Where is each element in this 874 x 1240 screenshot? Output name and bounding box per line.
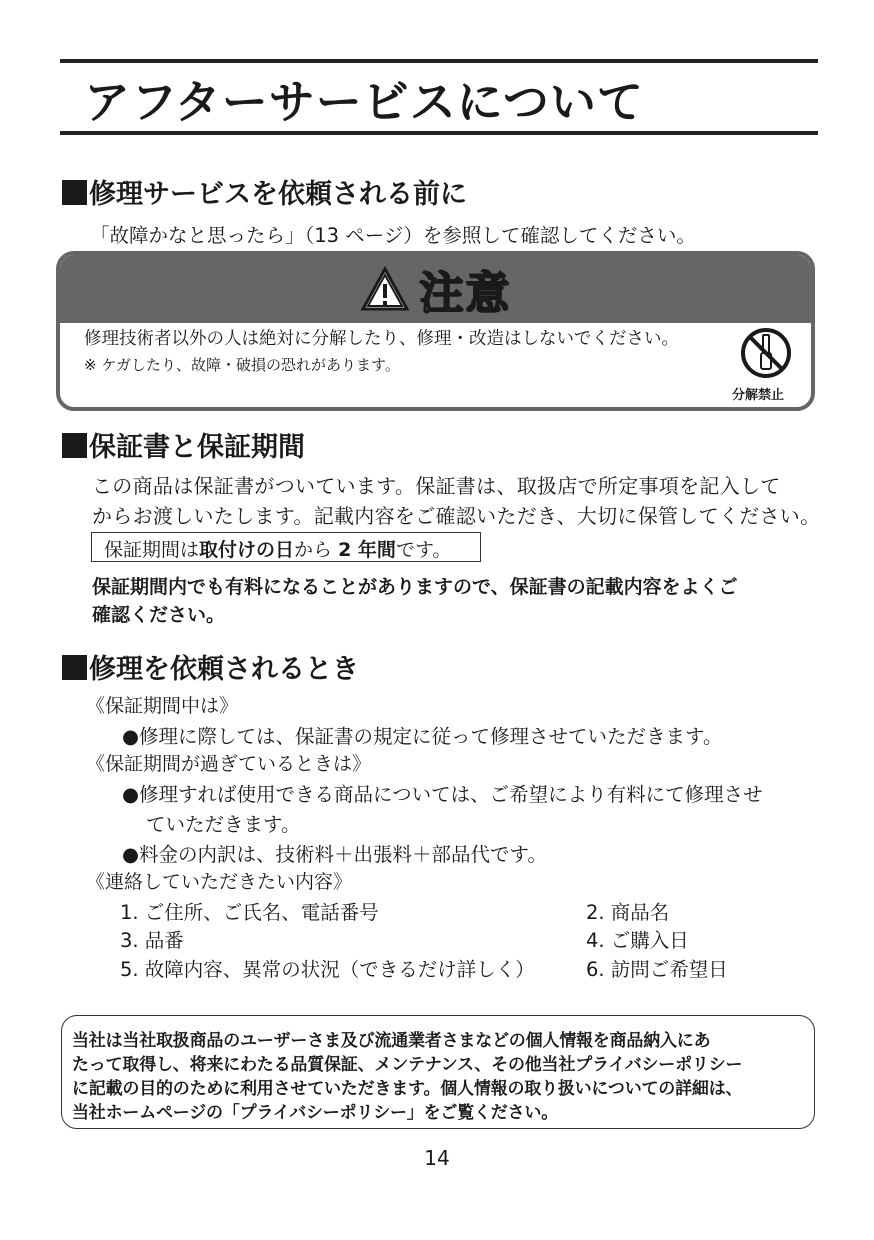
page-title: アフターサービスについて [84,75,644,129]
contact-item: 2. 商品名 [586,901,670,924]
period-suffix: です。 [395,539,452,561]
square-bullet-icon [62,180,87,205]
no-disassembly-icon [739,326,793,380]
square-bullet-icon [62,433,87,458]
warranty-note-line-2: 確認ください。 [92,604,226,626]
contact-label: 《連絡していただきたい内容》 [86,871,353,893]
before-request-text: 「故障かなと思ったら」（13 ページ）を参照して確認してください。 [90,224,696,247]
after-warranty-bullet-1-cont: ていただきます。 [146,813,301,836]
in-warranty-label: 《保証期間中は》 [86,695,239,717]
privacy-line-2: たって取得し、将来にわたる品質保証、メンテナンス、その他当社プライバシーポリシー [72,1055,743,1075]
contact-item: 5. 故障内容、異常の状況（できるだけ詳しく） [120,958,535,981]
warning-triangle-icon [360,266,410,312]
caution-line-1: 修理技術者以外の人は絶対に分解したり、修理・改造はしないでください。 [84,329,679,349]
contact-item: 4. ご購入日 [586,929,689,952]
period-length: 2 年間 [338,539,396,561]
contact-item: 1. ご住所、ご氏名、電話番号 [120,901,379,924]
caution-title: 注意 [419,268,512,319]
section-heading-warranty [62,425,305,464]
page-number: 14 [424,1146,450,1170]
warranty-text-line-1: この商品は保証書がついています。保証書は、取扱店で所定事項を記入して [92,474,781,498]
contact-item: 6. 訪問ご希望日 [586,958,728,981]
title-top-rule [60,59,818,63]
after-warranty-bullet-2: ●料金の内訳は、技術料＋出張料＋部品代です。 [122,843,547,866]
heading-text: 修理サービスを依頼される前に [89,179,467,210]
privacy-line-3: に記載の目的のために利用させていただきます。個人情報の取り扱いについての詳細は、 [72,1079,743,1099]
warranty-note-line-1: 保証期間内でも有料になることがありますので、保証書の記載内容をよくご [92,576,738,598]
after-warranty-label: 《保証期間が過ぎているときは》 [86,753,372,775]
caution-line-2: ※ ケガしたり、故障・破損の恐れがあります。 [84,356,400,374]
in-warranty-bullet: ●修理に際しては、保証書の規定に従って修理させていただきます。 [122,725,723,748]
warranty-period-box [91,532,481,562]
period-prefix: 保証期間は [104,539,200,561]
heading-text: 修理を依頼されるとき [89,654,359,685]
section-heading-before-request [62,172,467,211]
privacy-line-4: 当社ホームページの「プライバシーポリシー」をご覧ください。 [72,1103,559,1123]
period-mid: から [294,539,333,561]
square-bullet-icon [62,655,87,680]
privacy-line-1: 当社は当社取扱商品のユーザーさま及び流通業者さまなどの個人情報を商品納入にあ [72,1031,711,1051]
no-disassembly-label: 分解禁止 [732,388,785,403]
period-start: 取付けの日 [199,539,295,561]
title-bottom-rule [60,131,818,135]
section-heading-repair [62,647,359,686]
warranty-text-line-2: からお渡しいたします。記載内容をご確認いただき、大切に保管してください。 [92,504,821,528]
after-warranty-bullet-1: ●修理すれば使用できる商品については、ご希望により有料にて修理させ [122,783,763,806]
heading-text: 保証書と保証期間 [89,432,305,463]
contact-item: 3. 品番 [120,929,184,952]
